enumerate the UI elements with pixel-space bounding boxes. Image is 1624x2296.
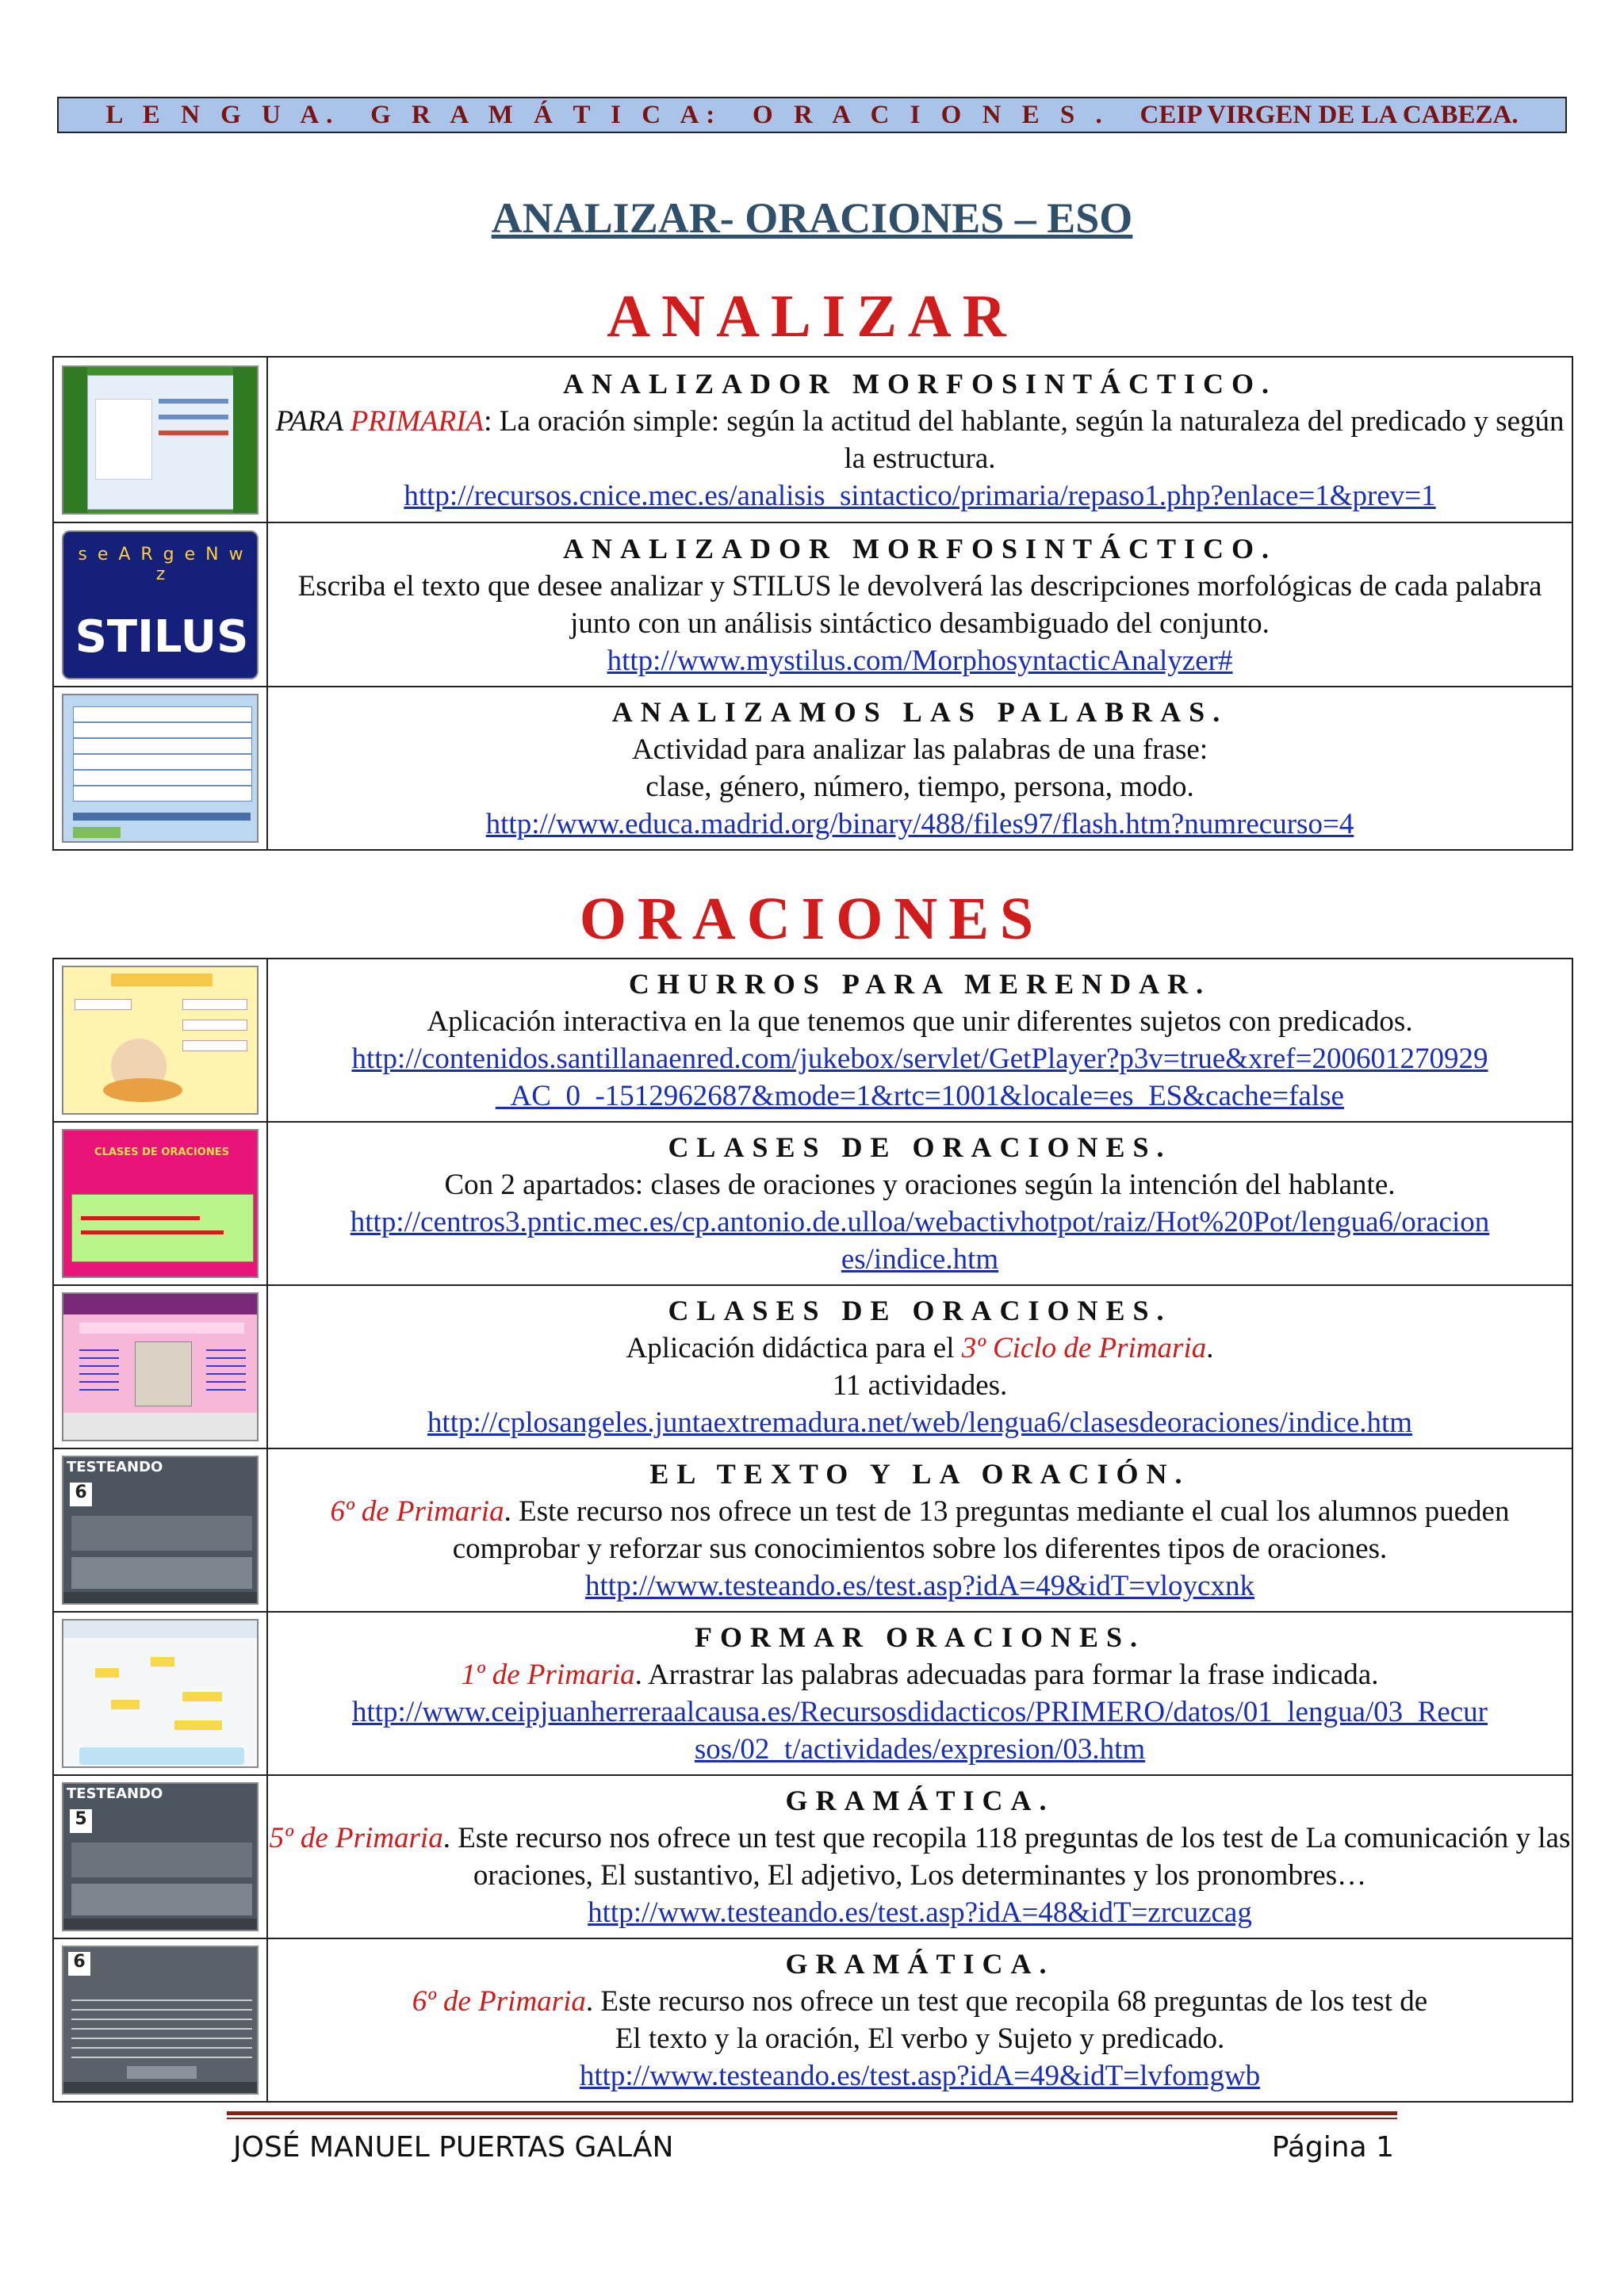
formar-oraciones-thumbnail [62, 1619, 259, 1768]
thumbnail-cell [53, 522, 267, 687]
footer-rule [227, 2111, 1397, 2115]
table-row [53, 687, 1572, 850]
header-gramatica: G R A M Á T I C A: [370, 100, 722, 129]
resource-description [268, 1983, 1572, 2020]
resource-link[interactable]: http://cplosangeles.juntaextremadura.net/web/lengua6/clasesdeoraciones/indice.htm [427, 1406, 1413, 1439]
testeando-logo: TESTEANDO [67, 1459, 163, 1475]
table-row [53, 1612, 1572, 1775]
testeando-logo: TESTEANDO [67, 1785, 163, 1802]
header-banner [57, 97, 1567, 133]
resource-title: GRAMÁTICA. [785, 1785, 1055, 1816]
oraciones-table [52, 958, 1573, 2103]
footer-rule-thin [227, 2118, 1397, 2119]
description-text: : La oración simple: según la actitud del hablante, según la naturaleza del predicado y según la estructura. [484, 404, 1565, 475]
resource-title: ANALIZADOR MORFOSINTÁCTICO. [562, 367, 1277, 400]
analizador-primaria-thumbnail [62, 365, 259, 515]
thumbnail-cell [53, 1612, 267, 1775]
table-row [53, 1122, 1572, 1285]
resource-title: EL TEXTO Y LA ORACIÓN. [649, 1458, 1190, 1490]
analizar-table [52, 356, 1573, 851]
resource-info [267, 357, 1572, 522]
resource-description: Con 2 apartados: clases de oraciones y oraciones según la intención del hablante. [444, 1169, 1396, 1201]
thumbnail-cell [53, 357, 267, 522]
resource-title: CLASES DE ORACIONES. [668, 1295, 1172, 1326]
table-row [53, 522, 1572, 687]
level-number-badge: 6 [70, 1483, 92, 1506]
level-highlight: 1º de Primaria [461, 1659, 635, 1691]
resource-description: Escriba el texto que desee analizar y STILUS le devolverá las descripciones morfológicas de cada palabra junto con un análisis sintáctico desambiguado del conjunto. [297, 569, 1542, 640]
link-line-1[interactable]: http://contenidos.santillanaenred.com/jukebox/servlet/GetPlayer?p3v=true&xref=200601270929 [351, 1043, 1488, 1075]
resource-info [267, 959, 1572, 1122]
clases-oraciones-thumbnail [62, 1129, 259, 1278]
stilus-logo-text: STILUS [75, 610, 249, 663]
description-prefix: PARA [275, 404, 350, 438]
page-number: Página 1 [1271, 2131, 1394, 2164]
resource-link[interactable]: http://www.educa.madrid.org/binary/488/files97/flash.htm?numrecurso=4 [485, 808, 1354, 840]
resource-description [268, 1493, 1572, 1567]
thumbnail-cell [53, 1122, 267, 1285]
table-row [53, 1775, 1572, 1938]
thumbnail-cell [53, 1448, 267, 1612]
thumbnail-cell [53, 1285, 267, 1448]
testeando-6-thumbnail [62, 1456, 259, 1605]
resource-link[interactable]: http://www.testeando.es/test.asp?idA=49&idT=vloycxnk [585, 1570, 1254, 1602]
level-number-badge: 6 [68, 1952, 90, 1976]
level-highlight: 6º de Primaria [412, 1985, 586, 2018]
description-text: . Este recurso nos ofrece un test de 13 preguntas mediante el cual los alumnos pueden comprobar y reforzar sus conocimientos sobre los diferentes tipos de oraciones. [452, 1495, 1510, 1565]
resource-info [267, 1448, 1572, 1612]
description-end: . [1206, 1332, 1214, 1364]
resource-description-2: 11 actividades. [832, 1369, 1008, 1402]
table-row [53, 1938, 1572, 2102]
resource-info [267, 522, 1572, 687]
description-text: . Este recurso nos ofrece un test que recopila 68 preguntas de los test de [585, 1985, 1428, 2018]
resource-link[interactable]: http://www.testeando.es/test.asp?idA=49&idT=lvfomgwb [579, 2060, 1261, 2092]
table-row [53, 959, 1572, 1122]
resource-info [267, 687, 1572, 850]
section-title-analizar: ANALIZAR [607, 283, 1017, 350]
resource-description [268, 1330, 1572, 1367]
thumbnail-cell [53, 959, 267, 1122]
clases-thumb-title: CLASES DE ORACIONES [94, 1146, 229, 1158]
resource-info [267, 1775, 1572, 1938]
thumbnail-cell [53, 687, 267, 850]
resource-title: GRAMÁTICA. [785, 1948, 1055, 1980]
footer-author: JOSÉ MANUEL PUERTAS GALÁN [233, 2131, 674, 2164]
resource-description [268, 403, 1572, 477]
resource-link[interactable] [352, 1696, 1488, 1766]
resource-description [268, 1820, 1572, 1894]
resource-description: Aplicación interactiva en la que tenemos que unir diferentes sujetos con predicados. [427, 1005, 1413, 1038]
resource-title: FORMAR ORACIONES. [694, 1621, 1145, 1653]
description-text: . Arrastrar las palabras adecuadas para formar la frase indicada. [634, 1659, 1379, 1691]
resource-link[interactable]: http://www.mystilus.com/MorphosyntacticAnalyzer# [607, 644, 1233, 677]
resource-info [267, 1285, 1572, 1448]
document-title: ANALIZAR- ORACIONES – ESO [491, 194, 1133, 242]
level-highlight: 6º de Primaria [330, 1495, 504, 1528]
level-number-badge: 5 [70, 1809, 92, 1833]
header-school: CEIP VIRGEN DE LA CABEZA. [1139, 100, 1519, 129]
thumbnail-cell [53, 1775, 267, 1938]
clases-didactica-thumbnail [62, 1292, 259, 1441]
resource-info [267, 1612, 1572, 1775]
section-title-oraciones: ORACIONES [579, 886, 1045, 952]
description-text: Aplicación didáctica para el [626, 1332, 962, 1364]
resource-description: Actividad para analizar las palabras de una frase: [631, 733, 1208, 766]
churros-thumbnail [62, 966, 259, 1115]
resource-info [267, 1122, 1572, 1285]
resource-description-2: El texto y la oración, El verbo y Sujeto y predicado. [615, 2022, 1225, 2055]
link-line-1[interactable]: http://centros3.pntic.mec.es/cp.antonio.de.ulloa/webactivhotpot/raiz/Hot%20Pot/lengua6/oracion [350, 1206, 1490, 1238]
link-line-2[interactable]: es/indice.htm [841, 1243, 999, 1276]
table-row [53, 1448, 1572, 1612]
level-highlight: 5º de Primaria [269, 1822, 443, 1854]
link-line-1[interactable]: http://www.ceipjuanherreraalcausa.es/Recursosdidacticos/PRIMERO/datos/01_lengua/03_Recur [352, 1696, 1488, 1728]
stilus-thumbnail: s e A R g e N w z STILUS [62, 530, 259, 679]
resource-link[interactable] [352, 1043, 1488, 1112]
gramatica-6-thumbnail [62, 1946, 259, 2095]
link-line-2[interactable]: sos/02_t/actividades/expresion/03.htm [694, 1733, 1146, 1766]
analizamos-thumbnail [62, 694, 259, 843]
header-lengua: L E N G U A. [105, 100, 340, 129]
resource-title: CHURROS PARA MERENDAR. [628, 968, 1212, 1000]
testeando-5-thumbnail [62, 1782, 259, 1931]
resource-title: CLASES DE ORACIONES. [668, 1131, 1172, 1163]
level-highlight: 3º Ciclo de Primaria [961, 1332, 1207, 1364]
table-row [53, 1285, 1572, 1448]
header-oraciones: O R A C I O N E S . [753, 100, 1109, 129]
resource-info [267, 1938, 1572, 2102]
link-line-2[interactable]: _AC_0_-1512962687&mode=1&rtc=1001&locale=es_ES&cache=false [496, 1080, 1344, 1112]
resource-link[interactable]: http://www.testeando.es/test.asp?idA=48&idT=zrcuzcag [588, 1896, 1252, 1929]
resource-description [268, 1656, 1572, 1693]
resource-description-2: clase, género, número, tiempo, persona, modo. [645, 771, 1194, 803]
resource-title: ANALIZADOR MORFOSINTÁCTICO. [562, 532, 1277, 564]
thumbnail-cell [53, 1938, 267, 2102]
resource-link[interactable]: http://recursos.cnice.mec.es/analisis_sintactico/primaria/repaso1.php?enlace=1&prev=1 [404, 479, 1436, 512]
resource-title: ANALIZAMOS LAS PALABRAS. [611, 696, 1228, 728]
resource-link[interactable] [350, 1206, 1489, 1276]
description-text: . Este recurso nos ofrece un test que recopila 118 preguntas de los test de La comunicación y las oraciones, El sustantivo, El adjetivo, Los determinantes y los pronombres… [442, 1822, 1571, 1892]
table-row [53, 357, 1572, 522]
level-highlight: PRIMARIA [350, 404, 485, 438]
